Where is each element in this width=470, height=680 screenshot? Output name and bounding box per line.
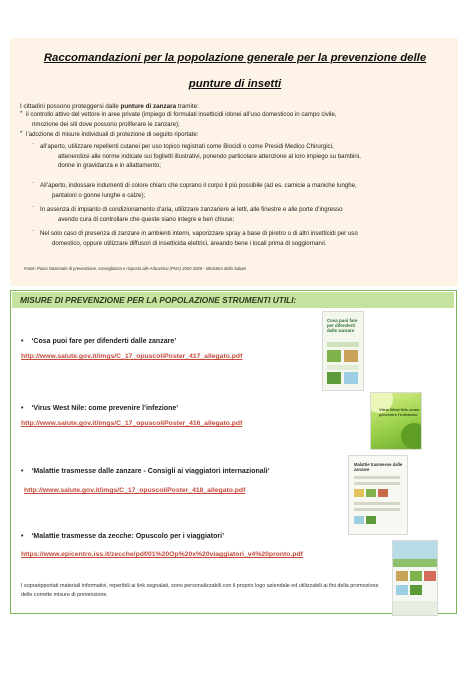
bullet-dot: • (21, 338, 24, 345)
sub-bullet-line: domestico, oppure utilizzare diffusori di insetticida elettrici, areando bene i locali prima di soggiornarvi. (52, 239, 327, 247)
page-title-line1: Raccomandazioni per la popolazione generale per la prevenzione delle (43, 52, 427, 64)
brochure-thumbnail-viaggiatori (348, 455, 408, 535)
bullet-line: il controllo attivo del vettore in aree private (impiego di formulati insetticidi idonei all’uso domesticoo in campo civile, (26, 111, 337, 118)
bullet-vector-control (20, 110, 446, 129)
intro-prefix: I cittadini possono proteggersi dalle (20, 103, 121, 110)
brochure-photo (354, 489, 364, 497)
resource-label: ‘Malattie trasmesse dalle zanzare - Consigli ai viaggiatori internazionali‘ (31, 468, 270, 475)
sub-bullet-clothing: ¨ All’aperto, indossare indumenti di colore chiaro che coprano il corpo il più possibile (ad es. camicie a maniche lunghe, pantaloni o gonne lunghe e calze); (40, 181, 460, 200)
brochure-thumbnail-zecche (392, 540, 438, 616)
brochure-photo (410, 585, 422, 595)
bullet-line: rimozione dei siti dove possono proliferare le zanzare); (32, 120, 180, 128)
sub-bullet-nets: ¨ In assenza di impianto di condizionamento d’aria, utilizzare zanzariere ai letti, alle finestre e alle porte d’ingresso avendo cura di controllare che queste siano integre e ben chiuse; (40, 205, 460, 224)
bullet-individual-measures (20, 130, 446, 140)
resource-link-zanzare[interactable]: http://www.salute.gov.it/imgs/C_17_opuscoliPoster_417_allegato.pdf (21, 353, 243, 360)
brochure-photo (344, 350, 358, 362)
resources-footnote: I sopraripportati materiali informativi, reperibili ai link segnalati, sono personalizzabili con il proprio logo aziendale ed utilizzabili ai fini della promozione delle corrette misure di prevenzione. (21, 583, 379, 598)
intro-text (20, 103, 199, 110)
bullet-marker: * (20, 111, 23, 117)
resource-item (21, 405, 178, 412)
resources-title: MISURE DI PREVENZIONE PER LA POPOLAZIONE STRUMENTI UTILI: (12, 292, 454, 308)
resource-link-viaggiatori[interactable]: http://www.salute.gov.it/imgs/C_17_opuscoliPoster_418_allegato.pdf (24, 487, 246, 494)
brochure-photo (410, 571, 422, 581)
resource-link-zecche[interactable]: https://www.epicentro.iss.it/zecche/pdf/01%20Op%20x%20viaggiatori_v4%20pronto.pdf (21, 551, 303, 558)
source-note: Fonte: Piano Nazionale di prevenzione, sorveglianza e risposta alle Arbovirosi (PNA) 2020-2025 - Ministero della Salute (24, 266, 246, 271)
sub-bullet-insecticides: ¨ Nel solo caso di presenza di zanzare in ambienti interni, vaporizzare spray a base di piretro o di altri insetticidi per uso domestico, oppure utilizzare diffusori di insetticida elettrici, areando bene i locali prima di soggiornarvi. (40, 229, 460, 248)
bullet-dot: • (21, 533, 24, 540)
bullet-dot: • (21, 468, 24, 475)
brochure-photo (378, 489, 388, 497)
resource-label: ‘Cosa puoi fare per difenderti dalle zanzare’ (31, 338, 177, 345)
brochure-thumbnail-west-nile (370, 392, 422, 450)
resource-item (21, 338, 176, 345)
resource-label: ‘Virus West Nile: come prevenire l’infezione’ (31, 405, 179, 412)
brochure-photo (366, 516, 376, 524)
brochure-photo (327, 372, 341, 384)
sub-bullet-line: avendo cura di controllare che queste siano integre e ben chiuse; (58, 215, 235, 223)
sub-bullet-line: attenendosi alle norme indicate sui foglietti illustrativi, ponendo particolare attenzione al loro impiego su bambini, (58, 152, 361, 160)
brochure-photo (396, 585, 408, 595)
bullet-dot: • (21, 405, 24, 412)
bullet-marker: * (20, 131, 23, 137)
page-title-line2: punture di insetti (188, 78, 282, 90)
brochure-photo (327, 350, 341, 362)
bullet-line: l’adozione di misure individuali di protezione di seguito riportate: (26, 131, 199, 138)
thumbnail-title: Virus West Nile come prevenire l'infezione (379, 407, 420, 417)
sub-bullet-repellents: ¨ all’aperto, utilizzare repellenti cutanei per uso topico registrati come Biocidi o come Presidi Medico Chirurgici, attenendosi alle norme indicate sui foglietti illustrativi, ponendo particolare attenzione al loro impiego su bambini, donne in gravidanza e in allattamento; (40, 142, 450, 171)
intro-suffix: tramite: (176, 103, 199, 110)
resource-item (21, 533, 224, 540)
sub-bullet-line: In assenza di impianto di condizionamento d’aria, utilizzare zanzariere ai letti, alle finestre e alle porte d’ingresso (40, 206, 343, 213)
sub-bullet-line: donne in gravidanza e in allattamento; (58, 162, 161, 170)
brochure-photo (396, 571, 408, 581)
thumbnail-title: Malattie trasmesse dalle zanzare (354, 462, 403, 472)
brochure-thumbnail-zanzare (322, 311, 364, 391)
sub-bullet-line: All’aperto, indossare indumenti di colore chiaro che coprano il corpo il più possibile (ad es. camicie a maniche lunghe, (40, 182, 357, 189)
brochure-photo (424, 571, 436, 581)
resource-item (21, 468, 270, 475)
thumbnail-title: Cosa puoi fare per difenderti dalle zanzare (327, 318, 358, 333)
resource-label: ‘Malattie trasmesse da zecche: Opuscolo per i viaggiatori’ (31, 533, 225, 540)
intro-bold: punture di zanzara (120, 103, 177, 110)
resource-link-west-nile[interactable]: http://www.salute.gov.it/imgs/C_17_opuscoliPoster_416_allegato.pdf (21, 420, 243, 427)
brochure-photo (366, 489, 376, 497)
brochure-photo (354, 516, 364, 524)
sub-bullet-line: pantaloni o gonne lunghe e calze); (52, 191, 146, 199)
sub-bullet-line: Nel solo caso di presenza di zanzare in ambienti interni, vaporizzare spray a base di piretro o di altri insetticidi per uso (40, 230, 358, 237)
brochure-photo (344, 372, 358, 384)
sub-bullet-line: all’aperto, utilizzare repellenti cutanei per uso topico registrati come Biocidi o come Presidi Medico Chirurgici, (40, 143, 334, 150)
